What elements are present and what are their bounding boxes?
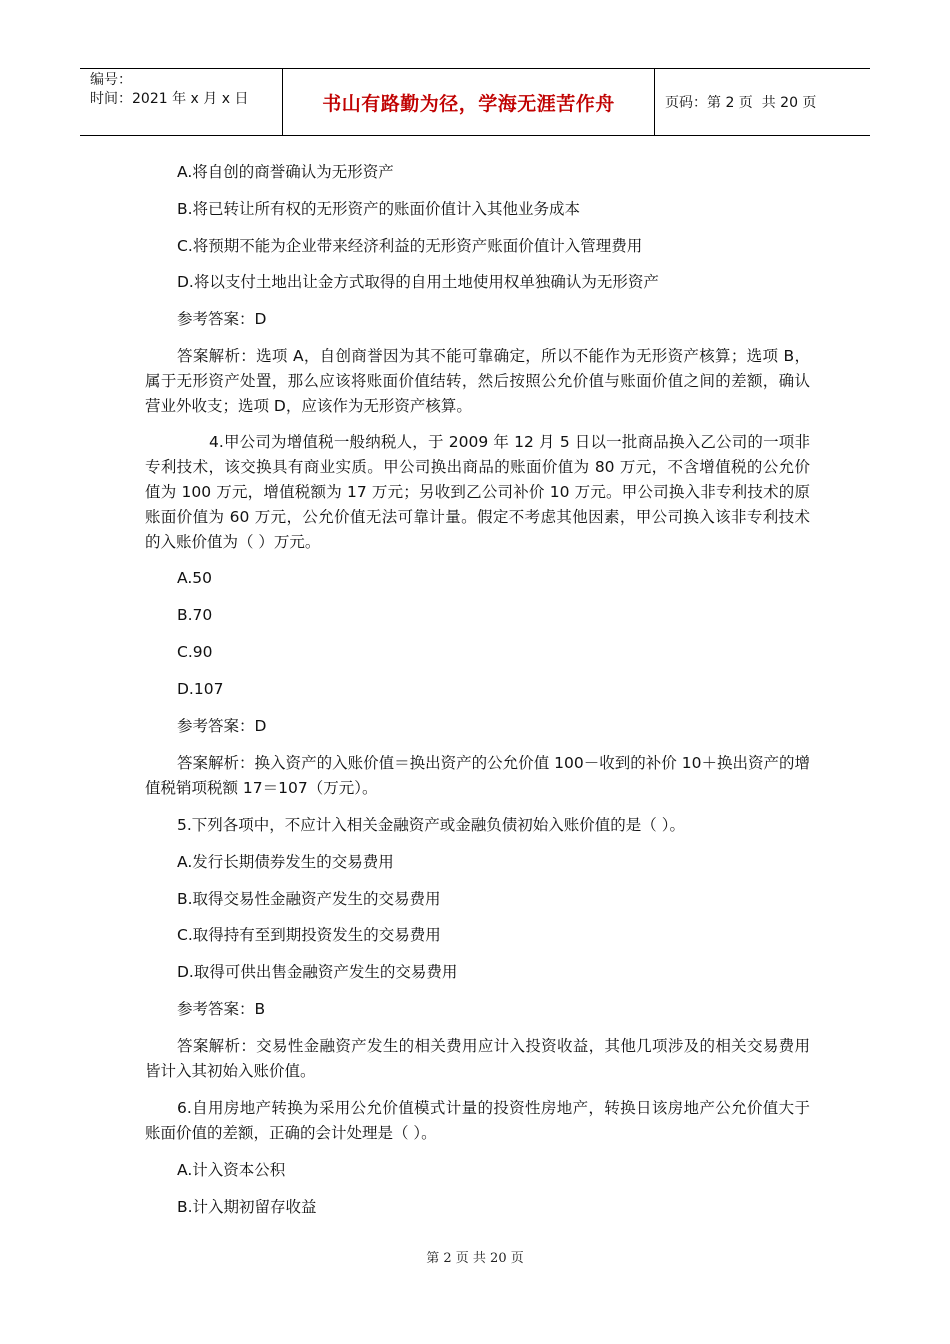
question-4: 4.甲公司为增值税一般纳税人，于 2009 年 12 月 5 日以一批商品换入乙公司的一项非专利技术，该交换具有商业实质。甲公司换出商品的账面价值为 80 万元，不含增值税的公允价值为 100 万元，增值税额为 17 万元；另收到乙公司补价 10 万元。甲公司换入非专利技术的原账面价值为 60 万元，公允价值无法可靠计量。假定不考虑其他因素，甲公司换入该非专利技术的入账价值为（ ）万元。	[145, 433, 810, 551]
header-meta	[80, 69, 282, 135]
option-d: D.107	[177, 680, 224, 698]
reference-answer: 参考答案：D	[177, 717, 267, 735]
option-d: D.将以支付土地出让金方式取得的自用土地使用权单独确认为无形资产	[177, 273, 659, 291]
option-a: A.将自创的商誉确认为无形资产	[177, 163, 394, 181]
option-c: C.取得持有至到期投资发生的交易费用	[177, 926, 441, 944]
option-a: A.50	[177, 569, 212, 587]
option-c: C.90	[177, 643, 213, 661]
page-footer: 第 2 页 共 20 页	[426, 1251, 524, 1266]
question-6: 6.自用房地产转换为采用公允价值模式计量的投资性房地产，转换日该房地产公允价值大于账面价值的差额，正确的会计处理是（ ）。	[145, 1099, 810, 1142]
document-date: 时间：2021 年 x 月 x 日	[90, 91, 249, 107]
question-5: 5.下列各项中，不应计入相关金融资产或金融负债初始入账价值的是（ ）。	[177, 816, 685, 834]
page-header	[80, 68, 870, 136]
header-page-info: 页码：第 2 页 共 20 页	[665, 95, 817, 111]
option-c: C.将预期不能为企业带来经济利益的无形资产账面价值计入管理费用	[177, 237, 643, 255]
answer-explanation: 答案解析：交易性金融资产发生的相关费用应计入投资收益，其他几项涉及的相关交易费用皆计入其初始入账价值。	[145, 1037, 810, 1080]
option-b: B.计入期初留存收益	[177, 1198, 317, 1216]
answer-explanation: 答案解析：换入资产的入账价值＝换出资产的公允价值 100－收到的补价 10＋换出资产的增值税销项税额 17＝107（万元）。	[145, 754, 810, 797]
header-motto: 书山有路勤为径，学海无涯苦作舟	[282, 69, 655, 135]
reference-answer: 参考答案：B	[177, 1000, 266, 1018]
option-b: B.取得交易性金融资产发生的交易费用	[177, 890, 441, 908]
option-b: B.将已转让所有权的无形资产的账面价值计入其他业务成本	[177, 200, 581, 218]
answer-explanation: 答案解析：选项 A，自创商誉因为其不能可靠确定，所以不能作为无形资产核算；选项 B，属于无形资产处置，那么应该将账面价值结转，然后按照公允价值与账面价值之间的差额，确认营业外收支；选项 D，应该作为无形资产核算。	[145, 347, 810, 415]
option-a: A.计入资本公积	[177, 1161, 286, 1179]
reference-answer: 参考答案：D	[177, 310, 267, 328]
option-a: A.发行长期债券发生的交易费用	[177, 853, 394, 871]
option-d: D.取得可供出售金融资产发生的交易费用	[177, 963, 458, 981]
option-b: B.70	[177, 606, 213, 624]
document-number-label: 编号：	[90, 72, 132, 88]
